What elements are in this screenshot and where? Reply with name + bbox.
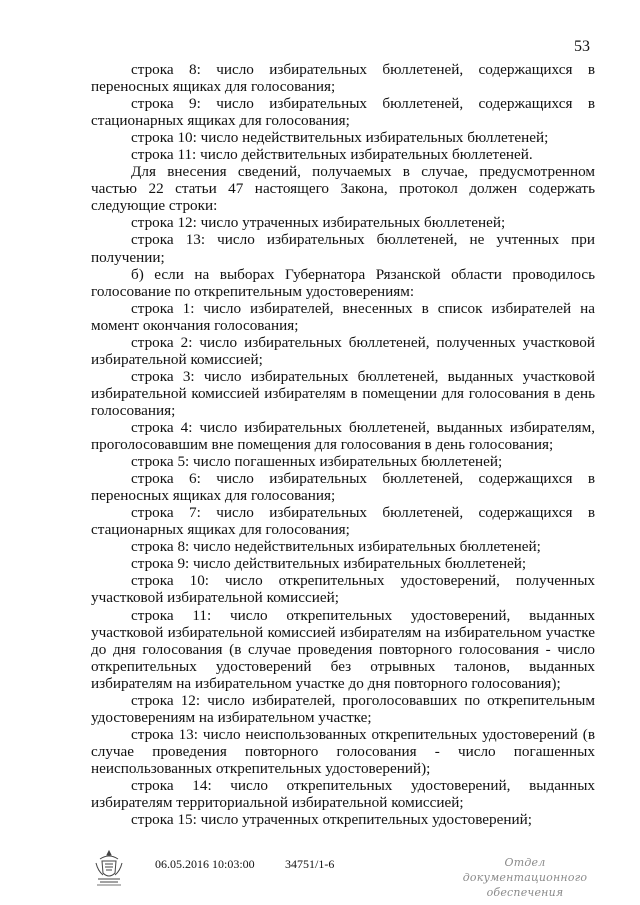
paragraph: строка 10: число недействительных избирательных бюллетеней; [131,129,549,147]
paragraph: строка 3: число избирательных бюллетеней, выданных участковой избирательной комиссией избирателям в помещении для голосования в день голосования; [91,367,595,419]
paragraph: строка 9: число действительных избирательных бюллетеней; [131,555,527,573]
stamp-line: обеспечения [486,886,564,899]
paragraph: б) если на выборах Губернатора Рязанской области проводилось голосование по открепительным удостоверениям: [91,265,595,300]
paragraph: строка 14: число открепительных удостоверений, выданных избирателям территориальной избирательной комиссией; [91,776,595,812]
paragraph: строка 8: число недействительных избирательных бюллетеней; [131,538,541,556]
paragraph: строка 10: число открепительных удостоверений, полученных участковой избирательной комиссией; [91,572,595,607]
coat-of-arms-icon [92,849,126,887]
stamp-line: Отдел документационного [462,856,588,884]
page-footer [0,845,640,899]
paragraph: строка 12: число избирателей, проголосовавших по открепительным удостоверениям на избирательном участке; [91,691,595,726]
paragraph: строка 1: число избирателей, внесенных в список избирателей на момент окончания голосования; [91,299,595,334]
paragraph: строка 12: число утраченных избирательных бюллетеней; [131,214,506,232]
paragraph: строка 9: число избирательных бюллетеней, содержащихся в стационарных ящиках для голосования; [91,95,595,130]
paragraph: строка 6: число избирательных бюллетеней, содержащихся в переносных ящиках для голосования; [91,470,595,505]
page-number: 53 [574,38,590,55]
document-body [91,61,595,828]
footer-document-code: 34751/1-6 [285,857,335,871]
paragraph: строка 11: число открепительных удостоверений, выданных участковой избирательной комиссией избирателям на избирательном участке до дня голосования (в случае проведения повторного голосования - число открепительных удостоверений без отрывных талонов, выданных избирателям на избирательном участке до дня повторного голосования); [91,606,595,692]
department-stamp [450,855,600,900]
paragraph: строка 2: число избирательных бюллетеней, полученных участковой избирательной комиссией; [91,333,595,368]
paragraph: строка 7: число избирательных бюллетеней, содержащихся в стационарных ящиках для голосования; [91,504,595,539]
paragraph: строка 15: число утраченных открепительных удостоверений; [131,811,532,829]
paragraph: строка 5: число погашенных избирательных бюллетеней; [131,453,503,471]
paragraph: строка 13: число неиспользованных открепительных удостоверений (в случае проведения повторного голосования - число погашенных неиспользованных открепительных удостоверений); [91,725,595,777]
paragraph: строка 11: число действительных избирательных бюллетеней. [131,146,533,164]
paragraph: строка 8: число избирательных бюллетеней, содержащихся в переносных ящиках для голосования; [91,61,595,96]
paragraph: Для внесения сведений, получаемых в случае, предусмотренном частью 22 статьи 47 настоящего Закона, протокол должен содержать следующие строки: [91,163,595,215]
paragraph: строка 13: число избирательных бюллетеней, не учтенных при получении; [91,231,595,266]
footer-date: 06.05.2016 10:03:00 [155,857,255,871]
paragraph: строка 4: число избирательных бюллетеней, выданных избирателям, проголосовавшим вне помещения для голосования в день голосования; [91,418,595,454]
